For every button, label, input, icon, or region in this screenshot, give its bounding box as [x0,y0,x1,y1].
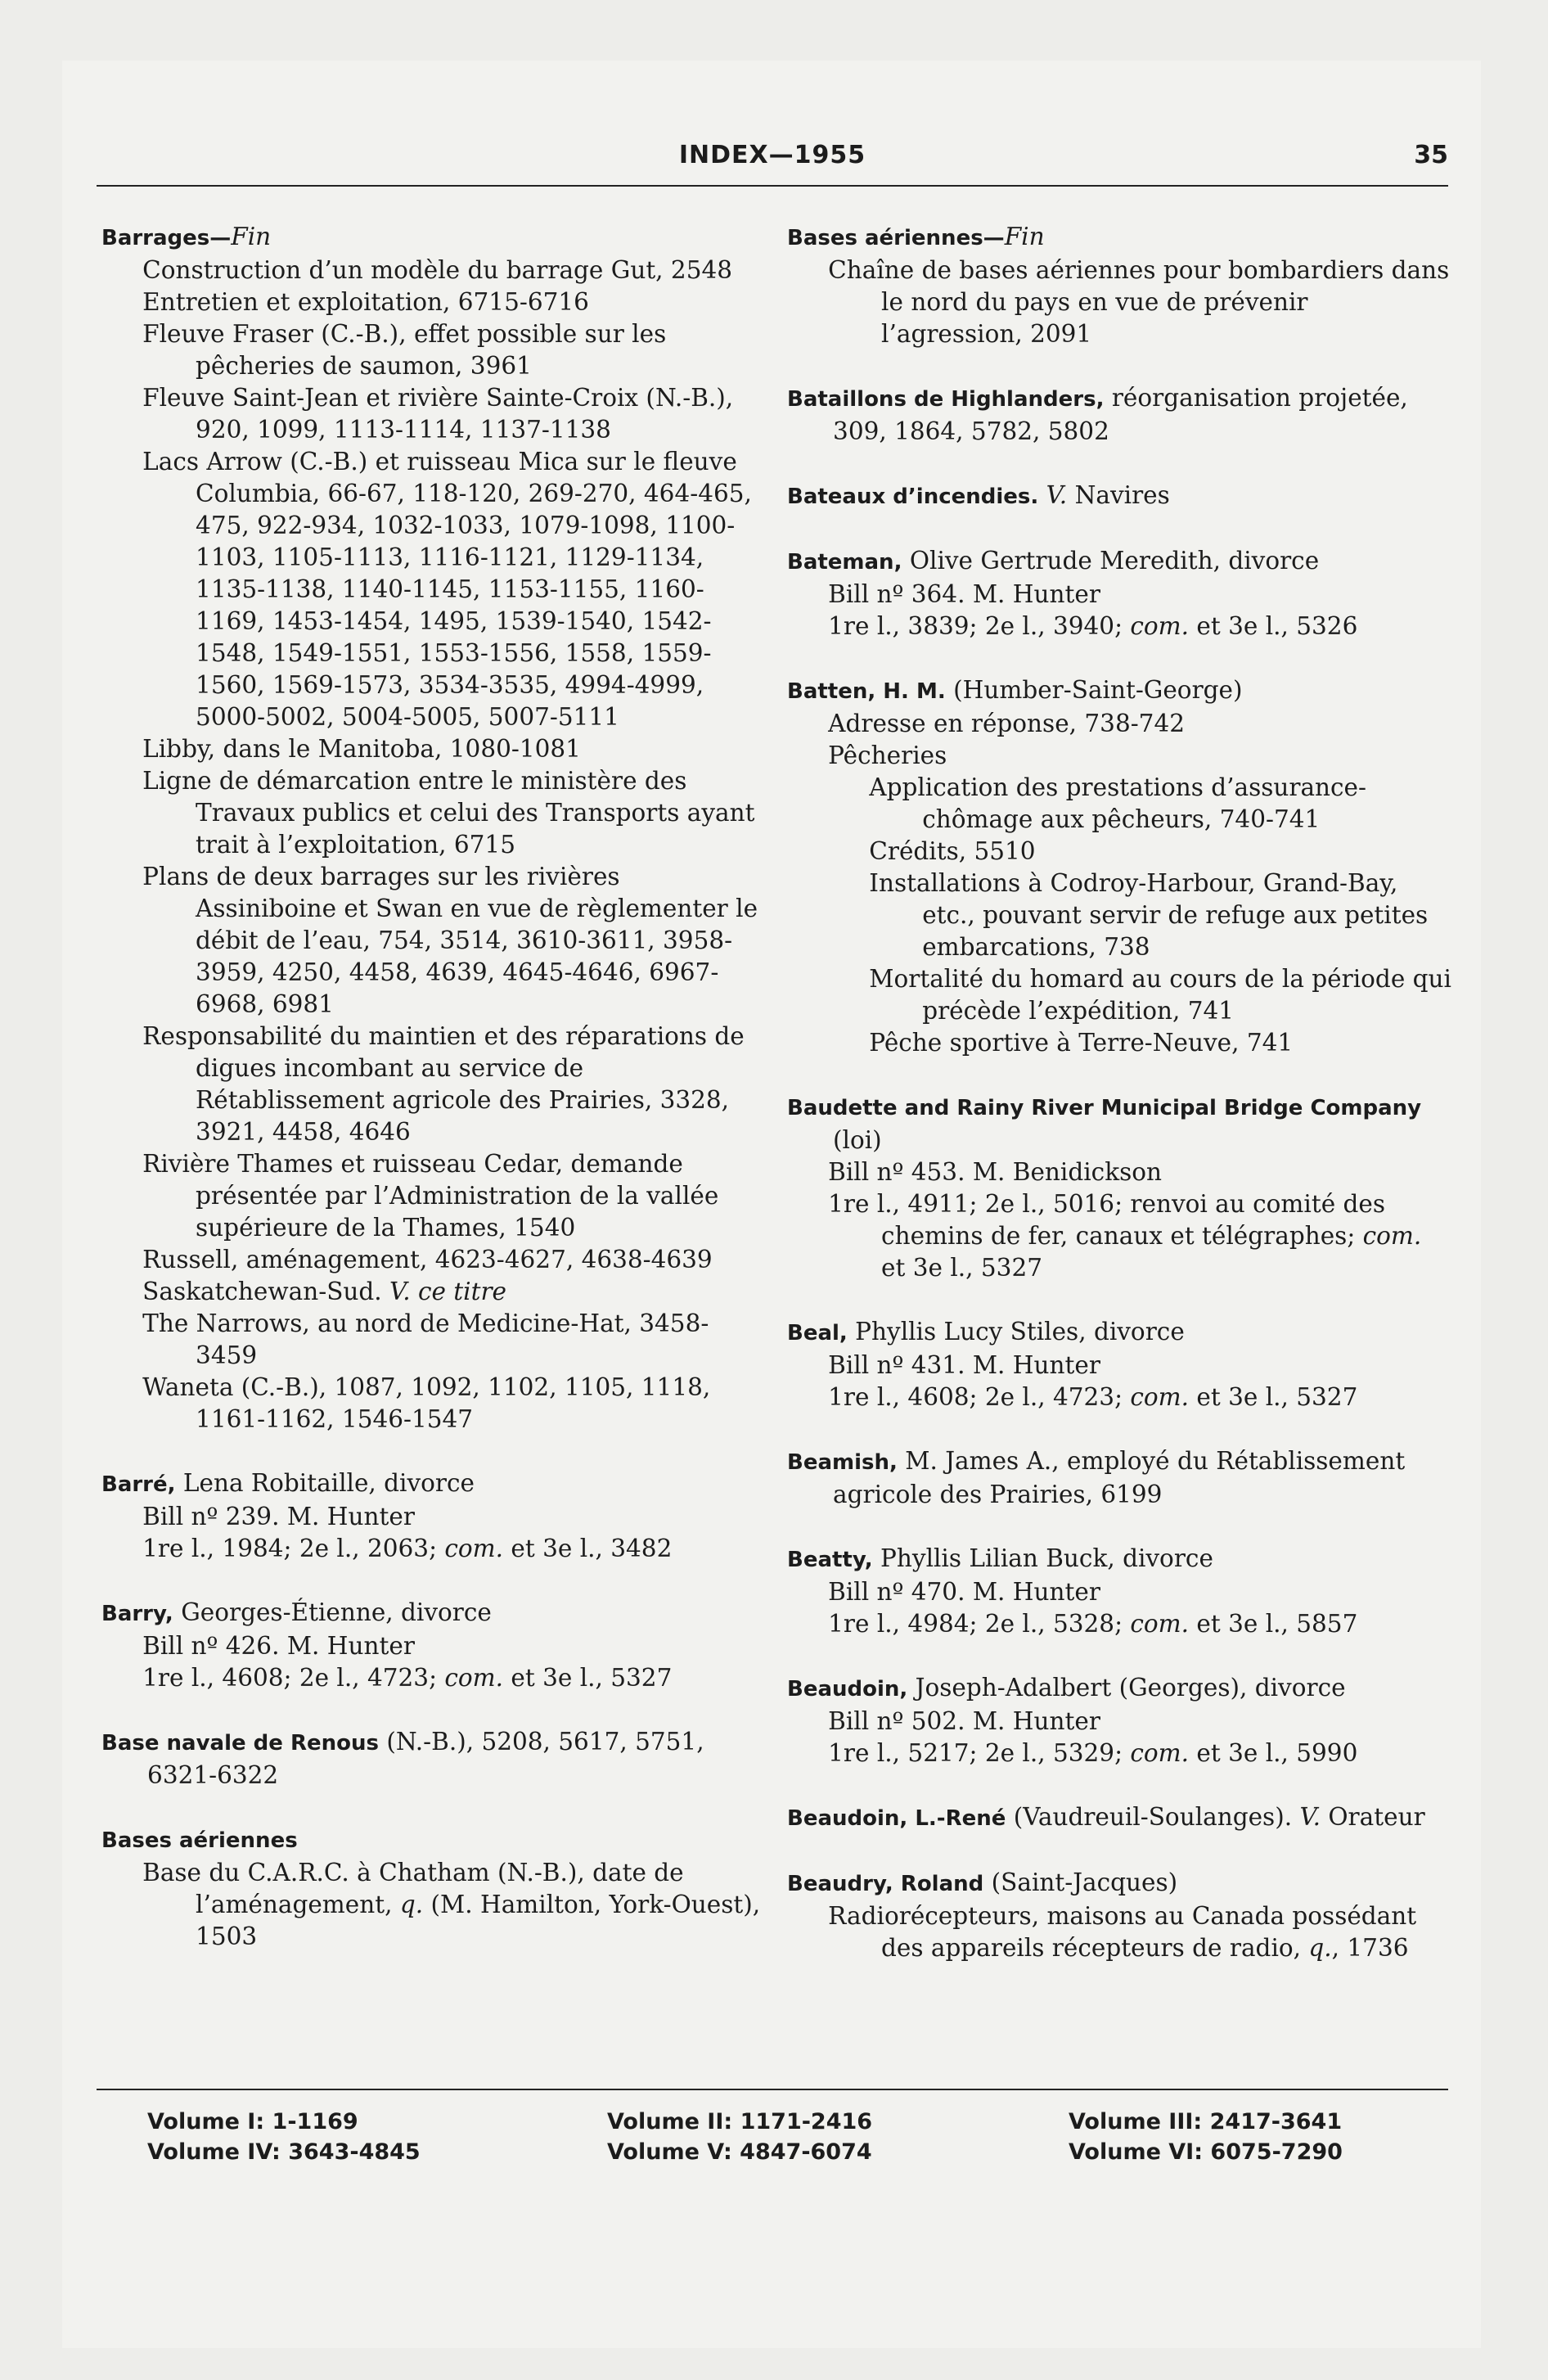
subentry: Construction d’un modèle du barrage Gut, 2548 [142,256,733,284]
entry-bases-aeriennes-fin [787,221,1451,350]
readings-line: 1re l., 4984; 2e l., 5328; com. et 3e l., 5857 [828,1610,1358,1638]
readings-line: 1re l., 5217; 2e l., 5329; com. et 3e l., 5990 [828,1739,1358,1767]
entry-beatty [787,1543,1451,1640]
entry-heading: Beatty, Phyllis Lilian Buck, divorce [787,1544,1213,1572]
subentry: Entretien et exploitation, 6715-6716 [142,288,589,316]
page-number: 35 [1414,141,1448,169]
volume-range: Volume IV: 3643-4845 [147,2139,421,2165]
subentry: Fleuve Fraser (C.-B.), effet possible sur les pêcheries de saumon, 3961 [142,320,667,380]
subentry: Rivière Thames et ruisseau Cedar, demande présentée par l’Administration de la vallée supérieure de la Thames, 1540 [142,1150,719,1242]
entry-heading: Bases aériennes [101,1828,298,1853]
subentry: Plans de deux barrages sur les rivières Assiniboine et Swan en vue de règlementer le débit de l’eau, 754, 3514, 3610-3611, 3958-3959, 4250, 4458, 4639, 4645-4646, 6967-6968, 6981 [142,863,758,1018]
subentry: Base du C.A.R.C. à Chatham (N.-B.), date de l’aménagement, q. (M. Hamilton, York-Ouest), 1503 [142,1859,761,1950]
subentry: Adresse en réponse, 738-742 [828,710,1185,737]
footer-col-3 [1069,2107,1343,2167]
entry-batten [787,674,1451,1059]
entry-bateman [787,545,1451,642]
entry-bases-aeriennes [101,1823,764,1953]
footer-col-2 [607,2107,872,2167]
entry-heading: Barrages—Fin [101,223,272,250]
entry-heading: Barré, Lena Robitaille, divorce [101,1469,475,1497]
bill-line: Bill nº 453. M. Benidickson [828,1158,1162,1186]
entry-bateaux [787,480,1451,513]
subentry: Chaîne de bases aériennes pour bombardiers dans le nord du pays en vue de prévenir l’agression, 2091 [828,256,1450,348]
bill-line: Bill nº 364. M. Hunter [828,580,1100,608]
right-column [787,221,1451,1996]
volume-range: Volume III: 2417-3641 [1069,2109,1343,2134]
entry-beaudry [787,1867,1451,1964]
bill-line: Bill nº 470. M. Hunter [828,1578,1100,1606]
volume-range: Volume V: 4847-6074 [607,2139,872,2165]
volume-footer [97,2089,1448,2172]
entry-heading: Beaudoin, Joseph-Adalbert (Georges), divorce [787,1674,1346,1702]
subentry: Libby, dans le Manitoba, 1080-1081 [142,735,581,763]
volume-range: Volume II: 1171-2416 [607,2109,873,2134]
subentry: Fleuve Saint-Jean et rivière Sainte-Croix (N.-B.), 920, 1099, 1113-1114, 1137-1138 [142,384,734,444]
entry-heading: Bateaux d’incendies. V. Navires [787,481,1170,509]
subsubentry: Pêche sportive à Terre-Neuve, 741 [869,1029,1294,1057]
subentry: Responsabilité du maintien et des réparations de digues incombant au service de Rétablissement agricole des Prairies, 3328, 3921, 4458, 4646 [142,1022,745,1146]
entry-heading: Bateman, Olive Gertrude Meredith, divorce [787,547,1320,575]
entry-bataillons [787,382,1451,448]
readings-line: 1re l., 1984; 2e l., 2063; com. et 3e l., 3482 [142,1535,673,1562]
entry-heading: Bataillons de Highlanders, réorganisation projetée, 309, 1864, 5782, 5802 [787,384,1408,445]
volume-range: Volume VI: 6075-7290 [1069,2139,1343,2165]
left-column [101,221,764,1985]
entry-heading: Beaudry, Roland (Saint-Jacques) [787,1868,1178,1896]
subsubentry: Mortalité du homard au cours de la période qui précède l’expédition, 741 [869,965,1451,1025]
entry-heading: Beal, Phyllis Lucy Stiles, divorce [787,1318,1185,1346]
entry-beaudoin-joseph [787,1672,1451,1769]
entry-beamish [787,1445,1451,1511]
entry-beaudoin-rene [787,1801,1451,1835]
subsubentry: Crédits, 5510 [869,837,1036,865]
subentry: The Narrows, au nord de Medicine-Hat, 3458-3459 [142,1309,709,1369]
subentry: Pêcheries [828,741,947,769]
readings-line: 1re l., 4608; 2e l., 4723; com. et 3e l., 5327 [142,1664,673,1692]
bill-line: Bill nº 239. M. Hunter [142,1503,415,1530]
readings-line: 1re l., 4608; 2e l., 4723; com. et 3e l., 5327 [828,1383,1358,1411]
subentry: Russell, aménagement, 4623-4627, 4638-4639 [142,1246,713,1273]
page-header [97,141,1448,187]
entry-heading: Base navale de Renous (N.-B.), 5208, 5617, 5751, 6321-6322 [101,1728,704,1789]
readings-line: 1re l., 4911; 2e l., 5016; renvoi au comité des chemins de fer, canaux et télégraphes; com. et 3e l., 5327 [828,1190,1422,1282]
subsubentry: Application des prestations d’assurance-chômage aux pêcheurs, 740-741 [869,773,1366,833]
entry-barre [101,1467,764,1565]
subentry: Lacs Arrow (C.-B.) et ruisseau Mica sur le fleuve Columbia, 66-67, 118-120, 269-270, 464-465, 475, 922-934, 1032-1033, 1079-1098, 1100-1103, 1105-1113, 1116-1121, 1129-1134, 1135-1138, 1140-1145, 1153-1155, 1160-1169, 1453-1454, 1495, 1539-1540, 1542-1548, 1549-1551, 1553-1556, 1558, 1559-1560, 1569-1573, 3534-3535, 4994-4999, 5000-5002, 5004-5005, 5007-5111 [142,448,752,731]
entry-heading: Barry, Georges-Étienne, divorce [101,1598,492,1626]
subentry: Waneta (C.-B.), 1087, 1092, 1102, 1105, 1118, 1161-1162, 1546-1547 [142,1373,711,1433]
subentry: Ligne de démarcation entre le ministère des Travaux publics et celui des Transports ayant trait à l’exploitation, 6715 [142,767,755,859]
entry-heading: Beaudoin, L.-René (Vaudreuil-Soulanges). V. Orateur [787,1803,1425,1831]
entry-heading: Baudette and Rainy River Municipal Bridge Company (loi) [787,1096,1422,1154]
subentry: Radiorécepteurs, maisons au Canada possédant des appareils récepteurs de radio, q., 1736 [828,1902,1417,1962]
footer-col-1 [147,2107,421,2167]
entry-heading: Beamish, M. James A., employé du Rétablissement agricole des Prairies, 6199 [787,1447,1406,1508]
subentry: Saskatchewan-Sud. V. ce titre [142,1278,507,1305]
entry-heading: Batten, H. M. (Humber-Saint-George) [787,676,1243,704]
readings-line: 1re l., 3839; 2e l., 3940; com. et 3e l., 5326 [828,612,1358,640]
subsubentry: Installations à Codroy-Harbour, Grand-Bay, etc., pouvant servir de refuge aux petites embarcations, 738 [869,869,1429,961]
entry-beal [787,1316,1451,1413]
entry-base-navale [101,1726,764,1792]
bill-line: Bill nº 426. M. Hunter [142,1632,415,1660]
bill-line: Bill nº 502. M. Hunter [828,1707,1100,1735]
bill-line: Bill nº 431. M. Hunter [828,1351,1100,1379]
page-title: INDEX—1955 [678,141,866,169]
entry-barrages [101,221,764,1436]
volume-range: Volume I: 1-1169 [147,2109,358,2134]
entry-baudette [787,1091,1451,1284]
entry-heading: Bases aériennes—Fin [787,223,1045,250]
entry-barry [101,1597,764,1694]
